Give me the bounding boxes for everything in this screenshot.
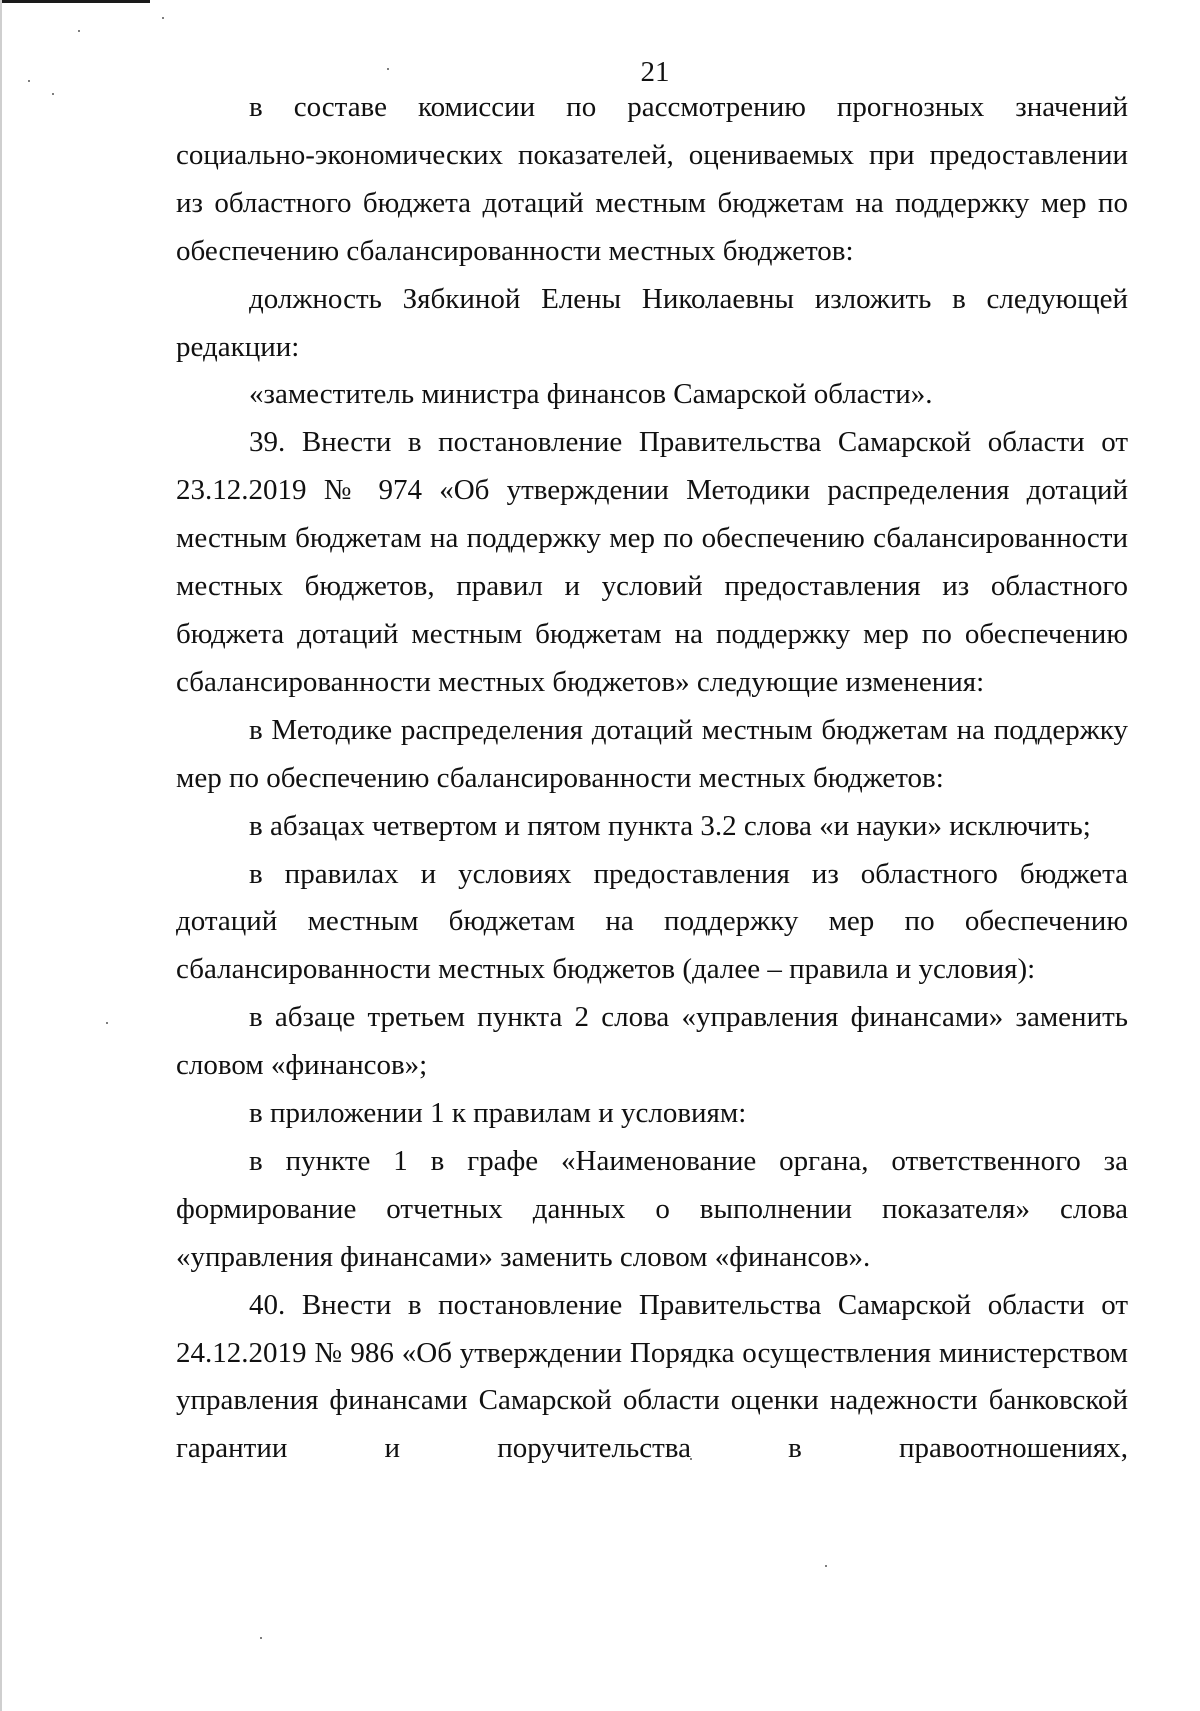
scan-speck bbox=[260, 1637, 262, 1639]
page-number: 21 bbox=[640, 56, 670, 88]
paragraph: «заместитель министра финансов Самарской области». bbox=[249, 378, 933, 411]
paragraph: в абзацах четвертом и пятом пункта 3.2 слова «и науки» исключить; bbox=[249, 809, 1091, 842]
scan-speck bbox=[825, 1565, 827, 1567]
scan-speck bbox=[52, 93, 54, 95]
document-body bbox=[176, 84, 1128, 1473]
paragraph: в приложении 1 к правилам и условиям: bbox=[249, 1097, 747, 1130]
paragraph: 40. Внести в постановление Правительства Самарской области от 24.12.2019 № 986 «Об утверждении Порядка осуществления министерством управления финансами Самарской области оценки надежности банковской гарантии и поручительства в правоотношениях, bbox=[176, 1288, 1128, 1465]
scan-edge-top bbox=[0, 0, 150, 3]
paragraph: в правилах и условиях предоставления из областного бюджета дотаций местным бюджетам на поддержку мер по обеспечению сбалансированности местных бюджетов (далее – правила и условия): bbox=[176, 857, 1128, 986]
scan-speck bbox=[106, 1022, 108, 1024]
scan-speck bbox=[162, 17, 164, 19]
paragraph: в пункте 1 в графе «Наименование органа, ответственного за формирование отчетных данных о выполнении показателя» слова «управления финансами» заменить словом «финансов». bbox=[176, 1144, 1128, 1273]
paragraph: 39. Внести в постановление Правительства Самарской области от 23.12.2019 № 974 «Об утверждении Методики распределения дотаций местным бюджетам на поддержку мер по обеспечению сбалансированности местных бюджетов, правил и условий предоставления из областного бюджета дотаций местным бюджетам на поддержку мер по обеспечению сбалансированности местных бюджетов» следующие изменения: bbox=[176, 426, 1128, 698]
paragraph: в абзаце третьем пункта 2 слова «управления финансами» заменить словом «финансов»; bbox=[176, 1001, 1128, 1082]
paragraph: в составе комиссии по рассмотрению прогнозных значений социально-экономических показателей, оцениваемых при предоставлении из областного бюджета дотаций местным бюджетам на поддержку мер по обеспечению сбалансированности местных бюджетов: bbox=[176, 91, 1128, 267]
scan-edge-left bbox=[0, 0, 2, 1711]
scan-speck bbox=[78, 30, 80, 32]
paragraph: в Методике распределения дотаций местным бюджетам на поддержку мер по обеспечению сбалансированности местных бюджетов: bbox=[176, 713, 1128, 794]
paragraph: должность Зябкиной Елены Николаевны изложить в следующей редакции: bbox=[176, 282, 1128, 363]
